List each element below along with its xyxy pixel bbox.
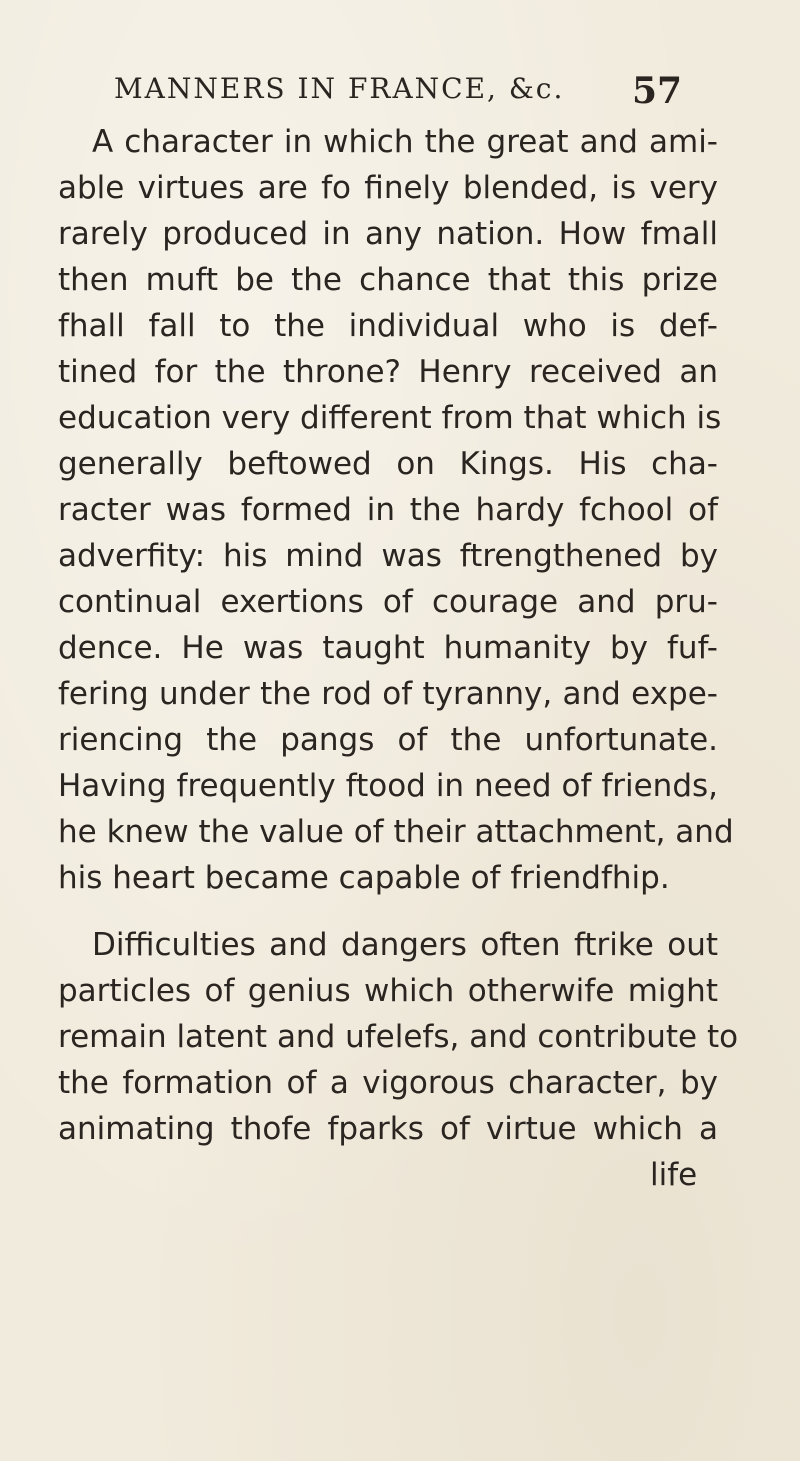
text-line: racter was formed in the hardy fchool of [58, 492, 718, 528]
text-line: the formation of a vigorous character, by [58, 1065, 718, 1101]
text-line: dence. He was taught humanity by fuf- [58, 630, 718, 666]
page-number: 57 [632, 70, 683, 112]
text-line: rarely produced in any nation. How fmall [58, 216, 718, 252]
running-head: MANNERS IN FRANCE, &c. [114, 72, 565, 105]
text-line: remain latent and ufelefs, and contribute to [58, 1019, 739, 1055]
text-line: Difficulties and dangers often ftrike out [92, 927, 718, 963]
text-line: he knew the value of their attachment, and [58, 814, 734, 850]
text-line: then muft be the chance that this prize [58, 262, 718, 298]
text-line: education very different from that which is [58, 400, 722, 436]
text-line: able virtues are fo finely blended, is very [58, 170, 718, 206]
text-line: riencing the pangs of the unfortunate. [58, 722, 718, 758]
text-line: continual exertions of courage and pru- [58, 584, 718, 620]
text-line: his heart became capable of friendfhip. [58, 860, 670, 896]
text-line: Having frequently ftood in need of friends, [58, 768, 718, 804]
text-line: generally beftowed on Kings. His cha- [58, 446, 718, 482]
catchword: life [650, 1157, 698, 1193]
text-line: fering under the rod of tyranny, and expe- [58, 676, 718, 712]
text-line: adverfity: his mind was ftrengthened by [58, 538, 718, 574]
text-line: tined for the throne? Henry received an [58, 354, 718, 390]
text-line: A character in which the great and ami- [92, 124, 718, 160]
text-line: animating thofe fparks of virtue which a [58, 1111, 718, 1147]
text-line: fhall fall to the individual who is def- [58, 308, 718, 344]
text-line: particles of genius which otherwife might [58, 973, 718, 1009]
